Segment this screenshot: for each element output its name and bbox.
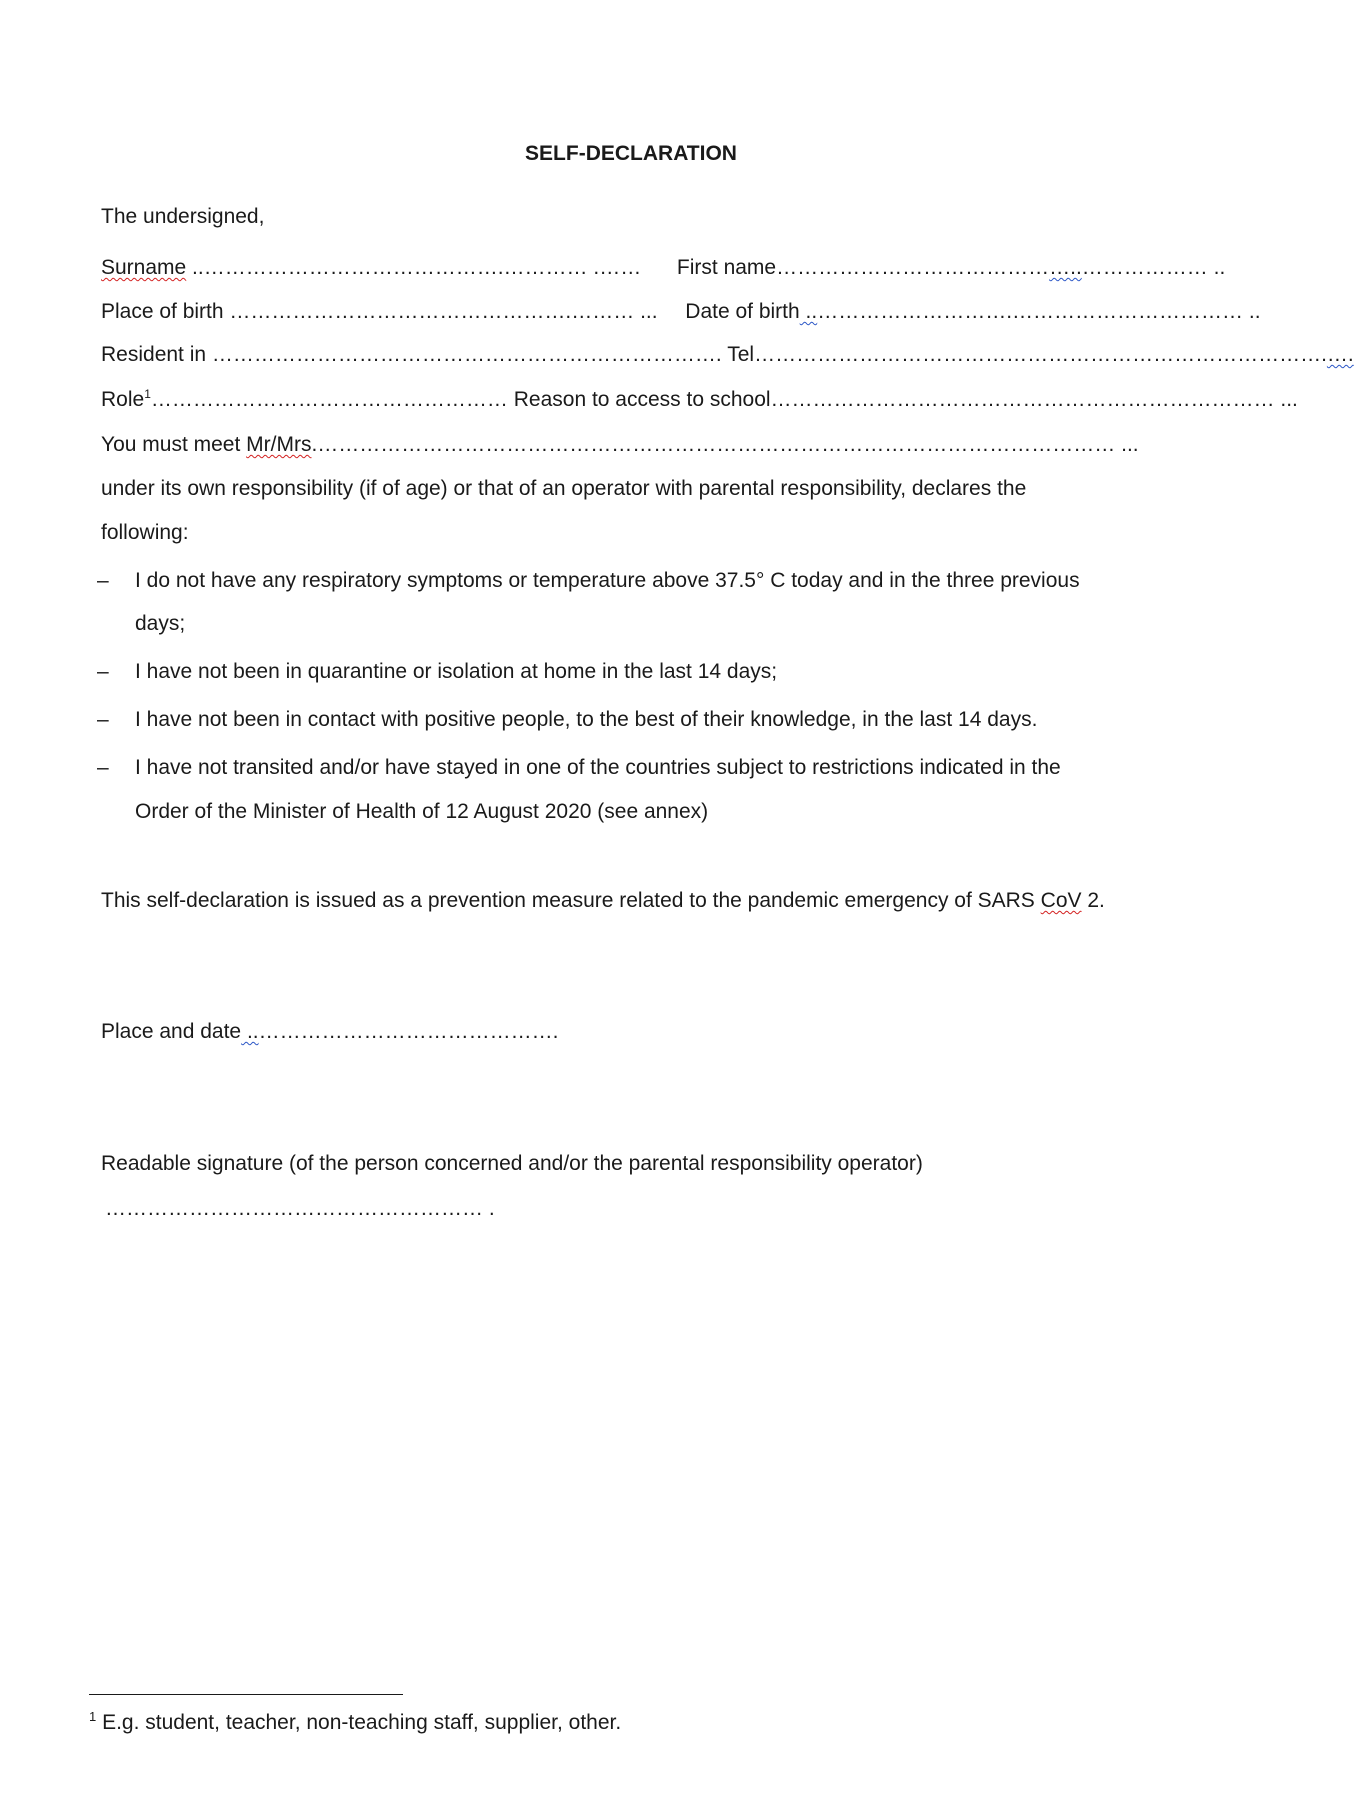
date-of-birth-field[interactable]: ..……………………….…………………………… ..: [799, 300, 1261, 323]
first-name-label: First name: [676, 256, 777, 279]
reason-field[interactable]: ……………………………………………………………… ...: [770, 388, 1298, 411]
bullet-dash: –: [97, 660, 109, 683]
bullet-dash: –: [97, 708, 109, 731]
role-label: Role: [101, 388, 145, 411]
responsibility-line-1: under its own responsibility (if of age) or that of an operator with parental responsibility, declares the: [101, 477, 1027, 500]
footnote: [89, 1711, 621, 1735]
bullet-4-line-2: Order of the Minister of Health of 12 August 2020 (see annex): [135, 800, 709, 823]
surname-firstname-line: [101, 255, 1225, 281]
footnote-mark: 1: [89, 1709, 97, 1724]
bullet-1-line-1: I do not have any respiratory symptoms or temperature above 37.5° C today and in the three previous: [135, 569, 1080, 592]
footnote-text: E.g. student, teacher, non-teaching staff, supplier, other.: [96, 1711, 622, 1734]
place-date-field[interactable]: ..…………………………………….: [241, 1020, 559, 1043]
signature-field[interactable]: ……………………………………………… .: [105, 1197, 495, 1220]
resident-label: Resident in: [101, 343, 207, 366]
tel-field[interactable]: ……………………………………………………………………….….: [754, 343, 1354, 366]
bullet-4-line-1: I have not transited and/or have stayed in one of the countries subject to restrictions indicated in the: [135, 756, 1061, 779]
meet-line: [101, 432, 1139, 458]
surname-label: Surname: [101, 256, 187, 279]
tel-label: Tel: [727, 343, 755, 366]
responsibility-line-2: following:: [101, 521, 189, 544]
bullet-dash: –: [97, 569, 109, 592]
role-field[interactable]: ……………………………………………: [150, 388, 508, 411]
document-title: SELF-DECLARATION: [525, 142, 737, 165]
resident-field[interactable]: ……………………………………………………………….: [206, 343, 722, 366]
date-of-birth-label: Date of birth: [685, 300, 800, 323]
meet-field[interactable]: .…………………………………………………………………………………………………… ...: [311, 433, 1139, 456]
resident-tel-line: [101, 342, 1354, 368]
role-reason-line: [101, 387, 1298, 413]
meet-label: You must meet: [101, 433, 247, 456]
role-footnote-mark: 1: [144, 387, 151, 401]
meet-mrmrs-label: Mr/Mrs: [246, 433, 312, 456]
bullet-3: I have not been in contact with positive people, to the best of their knowledge, in the last 14 days.: [135, 708, 1038, 731]
prevention-text: This self-declaration is issued as a prevention measure related to the pandemic emergency of SARS CoV 2.: [101, 889, 1105, 912]
reason-label: Reason to access to school: [513, 388, 771, 411]
first-name-field[interactable]: ……………………………………..……………… ..: [776, 256, 1226, 279]
place-date-label: Place and date: [101, 1020, 242, 1043]
place-date-line: [101, 1019, 558, 1045]
bullet-2: I have not been in quarantine or isolation at home in the last 14 days;: [135, 660, 778, 683]
signature-label: Readable signature (of the person concerned and/or the parental responsibility operator): [101, 1152, 923, 1175]
intro-text: The undersigned,: [101, 205, 265, 228]
footnote-separator: [89, 1694, 403, 1695]
birth-line: [101, 299, 1261, 325]
surname-field[interactable]: ..…………………………………….………… .……: [186, 256, 642, 279]
place-of-birth-field[interactable]: ………………………………………….……… ...: [223, 300, 658, 323]
place-of-birth-label: Place of birth: [101, 300, 224, 323]
bullet-1-line-2: days;: [135, 612, 186, 635]
bullet-dash: –: [97, 756, 109, 779]
